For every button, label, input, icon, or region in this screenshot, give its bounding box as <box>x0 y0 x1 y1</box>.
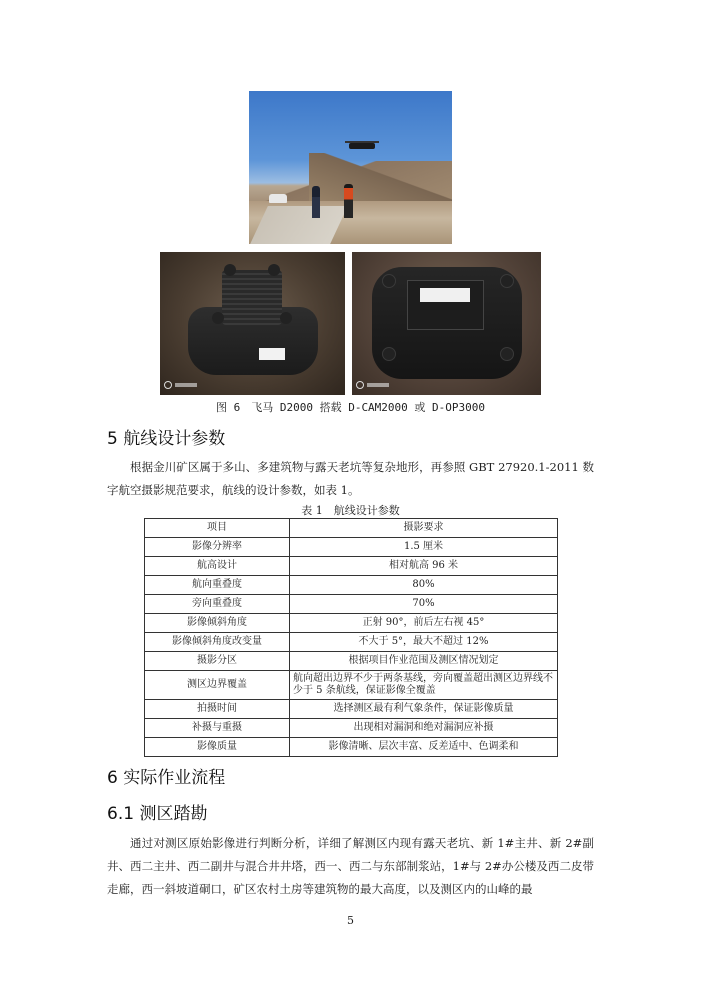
table-cell: 摄影分区 <box>145 652 290 671</box>
drone-icon <box>349 143 375 149</box>
table-row <box>145 671 558 700</box>
table-row <box>145 700 558 719</box>
table-header-cell: 摄影要求 <box>290 519 558 538</box>
table-row <box>145 557 558 576</box>
flight-design-table <box>144 518 558 757</box>
table-row <box>145 576 558 595</box>
table-row <box>145 538 558 557</box>
table-header-row <box>145 519 558 538</box>
table-row <box>145 595 558 614</box>
subsection-heading: 6.1 测区踏勘 <box>107 804 208 824</box>
body-paragraph: 根据金川矿区属于多山、多建筑物与露天老坑等复杂地形，再参照 GBT 27920.1-2011 数字航空摄影规范要求，航线的设计参数，如表 1。 <box>107 460 594 497</box>
person-figure <box>312 186 320 218</box>
drone-field-photo <box>249 91 452 244</box>
camera-d-cam2000-photo <box>160 252 345 395</box>
table-cell: 1.5 厘米 <box>290 538 558 557</box>
table-cell: 旁向重叠度 <box>145 595 290 614</box>
table-cell: 航向超出边界不少于两条基线，旁向覆盖超出测区边界线不少于 5 条航线，保证影像全覆盖 <box>290 671 558 700</box>
body-paragraph: 通过对测区原始影像进行判断分析，详细了解测区内现有露天老坑、新 1#主井、新 2#副井、西二主井、西二副井与混合井井塔，西一、西二与东部制浆站，1#与 2#办公楼及西二皮带走廊，西一斜坡道硐口，矿区农村土房等建筑物的最大高度，以及测区内的山峰的最 <box>107 836 594 896</box>
table-cell: 测区边界覆盖 <box>145 671 290 700</box>
table-row <box>145 738 558 757</box>
table-header-cell: 项目 <box>145 519 290 538</box>
table-cell: 补摄与重摄 <box>145 719 290 738</box>
photo-watermark <box>356 381 389 389</box>
table-cell: 相对航高 96 米 <box>290 557 558 576</box>
table-cell: 80% <box>290 576 558 595</box>
table-cell: 影像倾斜角度改变量 <box>145 633 290 652</box>
person-figure <box>344 184 353 218</box>
table-cell: 影像分辨率 <box>145 538 290 557</box>
section-heading: 5 航线设计参数 <box>107 429 226 449</box>
table-cell: 航高设计 <box>145 557 290 576</box>
table-cell: 根据项目作业范围及测区情况划定 <box>290 652 558 671</box>
table-cell: 出现相对漏洞和绝对漏洞应补摄 <box>290 719 558 738</box>
table-cell: 选择测区最有利气象条件，保证影像质量 <box>290 700 558 719</box>
table-cell: 不大于 5°，最大不超过 12% <box>290 633 558 652</box>
table-cell: 70% <box>290 595 558 614</box>
table-cell: 影像质量 <box>145 738 290 757</box>
figure-caption: 图 6 飞马 D2000 搭载 D-CAM2000 或 D-OP3000 <box>215 401 486 414</box>
car-icon <box>269 194 287 203</box>
table-cell: 正射 90°，前后左右视 45° <box>290 614 558 633</box>
table-row <box>145 652 558 671</box>
section-heading: 6 实际作业流程 <box>107 768 226 788</box>
table-row <box>145 614 558 633</box>
page-number: 5 <box>347 914 354 927</box>
table-cell: 航向重叠度 <box>145 576 290 595</box>
table-cell: 拍摄时间 <box>145 700 290 719</box>
photo-watermark <box>164 381 197 389</box>
table-row <box>145 719 558 738</box>
camera-d-op3000-photo <box>352 252 541 395</box>
table-cell: 影像倾斜角度 <box>145 614 290 633</box>
table-row <box>145 633 558 652</box>
table-title: 表 1 航线设计参数 <box>301 504 400 517</box>
table-cell: 影像清晰、层次丰富、反差适中、色调柔和 <box>290 738 558 757</box>
